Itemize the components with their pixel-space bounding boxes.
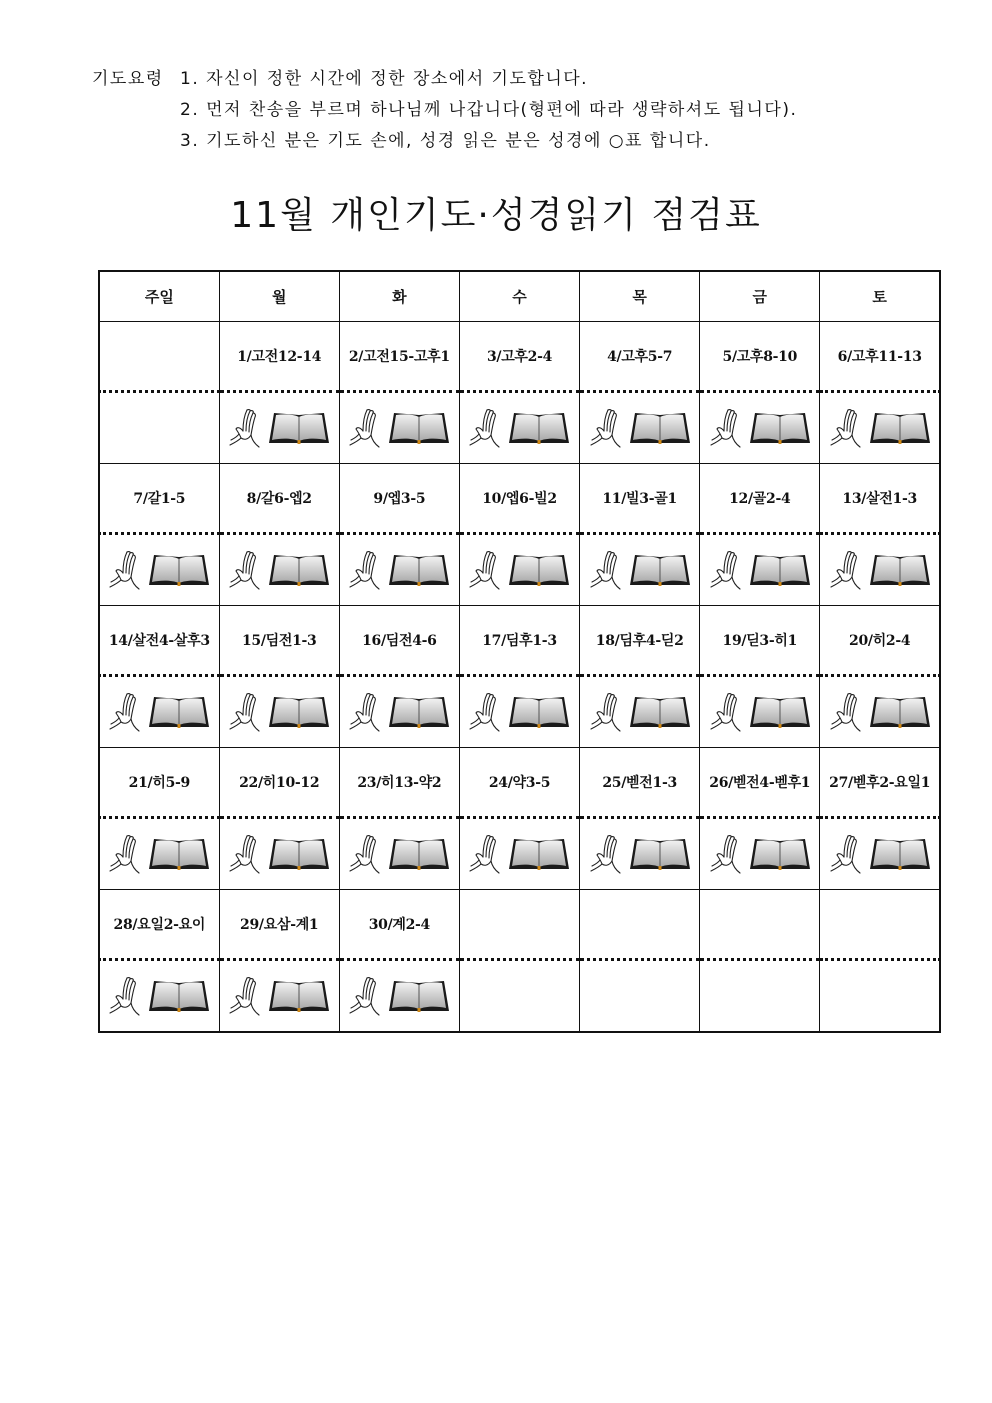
open-bible-icon[interactable] xyxy=(388,411,450,445)
open-bible-icon[interactable] xyxy=(869,837,931,871)
check-cell[interactable] xyxy=(219,534,339,606)
reading-cell: 27/벧후2-요일1 xyxy=(820,748,940,818)
open-bible-icon[interactable] xyxy=(268,553,330,587)
reading-row xyxy=(99,322,940,392)
check-icons xyxy=(460,407,579,449)
open-bible-icon[interactable] xyxy=(148,979,210,1013)
reading-cell: 21/히5-9 xyxy=(99,748,219,818)
praying-hands-icon[interactable] xyxy=(468,549,502,591)
praying-hands-icon[interactable] xyxy=(228,691,262,733)
praying-hands-icon[interactable] xyxy=(589,691,623,733)
open-bible-icon[interactable] xyxy=(869,553,931,587)
open-bible-icon[interactable] xyxy=(268,979,330,1013)
weekday-header-row xyxy=(99,271,940,322)
open-bible-icon[interactable] xyxy=(869,695,931,729)
weekday-header: 수 xyxy=(459,271,579,322)
praying-hands-icon[interactable] xyxy=(228,975,262,1017)
check-icons xyxy=(460,549,579,591)
check-icons xyxy=(220,549,339,591)
reading-cell: 2/고전15-고후1 xyxy=(339,322,459,392)
check-cell[interactable] xyxy=(459,818,579,890)
check-cell[interactable] xyxy=(459,392,579,464)
check-cell[interactable] xyxy=(99,676,219,748)
praying-hands-icon[interactable] xyxy=(468,833,502,875)
open-bible-icon[interactable] xyxy=(148,553,210,587)
reading-cell: 13/살전1-3 xyxy=(820,464,940,534)
praying-hands-icon[interactable] xyxy=(228,407,262,449)
reading-cell: 14/살전4-살후3 xyxy=(99,606,219,676)
weekday-header: 화 xyxy=(339,271,459,322)
praying-hands-icon[interactable] xyxy=(589,407,623,449)
instruction-item: 3. 기도하신 분은 기도 손에, 성경 읽은 분은 성경에 ○표 합니다. xyxy=(180,131,711,151)
check-cell[interactable] xyxy=(339,818,459,890)
check-icons xyxy=(100,549,219,591)
praying-hands-icon[interactable] xyxy=(348,407,382,449)
open-bible-icon[interactable] xyxy=(388,553,450,587)
reading-row xyxy=(99,748,940,818)
reading-cell: 24/약3-5 xyxy=(459,748,579,818)
check-cell[interactable] xyxy=(580,676,700,748)
reading-cell: 8/갈6-엡2 xyxy=(219,464,339,534)
praying-hands-icon[interactable] xyxy=(589,833,623,875)
reading-row xyxy=(99,890,940,960)
check-cell[interactable] xyxy=(459,676,579,748)
reading-cell: 4/고후5-7 xyxy=(580,322,700,392)
check-icons xyxy=(460,691,579,733)
check-cell[interactable] xyxy=(219,960,339,1033)
check-icons xyxy=(220,975,339,1017)
reading-cell: 5/고후8-10 xyxy=(700,322,820,392)
check-cell xyxy=(99,392,219,464)
praying-hands-icon[interactable] xyxy=(348,833,382,875)
reading-cell: 29/요삼-계1 xyxy=(219,890,339,960)
reading-cell: 9/엡3-5 xyxy=(339,464,459,534)
open-bible-icon[interactable] xyxy=(629,411,691,445)
praying-hands-icon[interactable] xyxy=(108,833,142,875)
open-bible-icon[interactable] xyxy=(749,695,811,729)
check-cell[interactable] xyxy=(339,676,459,748)
check-icons xyxy=(220,833,339,875)
check-icons xyxy=(340,833,459,875)
praying-hands-icon[interactable] xyxy=(709,833,743,875)
check-cell xyxy=(700,960,820,1033)
reading-cell: 26/벧전4-벧후1 xyxy=(700,748,820,818)
praying-hands-icon[interactable] xyxy=(829,407,863,449)
checkmark-row xyxy=(99,534,940,606)
open-bible-icon[interactable] xyxy=(388,837,450,871)
check-cell[interactable] xyxy=(700,676,820,748)
reading-cell xyxy=(820,890,940,960)
reading-cell: 20/히2-4 xyxy=(820,606,940,676)
check-icons xyxy=(580,833,699,875)
praying-hands-icon[interactable] xyxy=(108,549,142,591)
check-cell[interactable] xyxy=(700,818,820,890)
check-cell[interactable] xyxy=(820,534,940,606)
open-bible-icon[interactable] xyxy=(388,695,450,729)
reading-cell: 3/고후2-4 xyxy=(459,322,579,392)
check-cell[interactable] xyxy=(339,392,459,464)
praying-hands-icon[interactable] xyxy=(228,833,262,875)
check-cell[interactable] xyxy=(99,960,219,1033)
check-icons xyxy=(820,691,939,733)
check-icons xyxy=(460,833,579,875)
open-bible-icon[interactable] xyxy=(508,411,570,445)
check-cell[interactable] xyxy=(99,818,219,890)
open-bible-icon[interactable] xyxy=(629,837,691,871)
praying-hands-icon[interactable] xyxy=(709,549,743,591)
reading-cell: 22/히10-12 xyxy=(219,748,339,818)
check-cell[interactable] xyxy=(580,392,700,464)
check-icons xyxy=(340,691,459,733)
check-icons xyxy=(700,407,819,449)
reading-cell: 7/갈1-5 xyxy=(99,464,219,534)
weekday-header: 토 xyxy=(820,271,940,322)
weekday-header: 월 xyxy=(219,271,339,322)
reading-cell: 16/딤전4-6 xyxy=(339,606,459,676)
praying-hands-icon[interactable] xyxy=(829,549,863,591)
checkmark-row xyxy=(99,960,940,1033)
check-cell xyxy=(580,960,700,1033)
reading-cell xyxy=(99,322,219,392)
open-bible-icon[interactable] xyxy=(869,411,931,445)
reading-cell: 17/딤후1-3 xyxy=(459,606,579,676)
check-icons xyxy=(580,691,699,733)
reading-cell: 6/고후11-13 xyxy=(820,322,940,392)
check-icons xyxy=(340,407,459,449)
check-cell[interactable] xyxy=(700,534,820,606)
page-title: 11월 개인기도·성경읽기 점검표 xyxy=(230,195,762,236)
praying-hands-icon[interactable] xyxy=(468,691,502,733)
praying-hands-icon[interactable] xyxy=(709,407,743,449)
praying-hands-icon[interactable] xyxy=(348,975,382,1017)
check-cell[interactable] xyxy=(820,392,940,464)
reading-cell: 11/빌3-골1 xyxy=(580,464,700,534)
praying-hands-icon[interactable] xyxy=(468,407,502,449)
open-bible-icon[interactable] xyxy=(268,695,330,729)
check-icons xyxy=(340,549,459,591)
check-icons xyxy=(100,975,219,1017)
check-cell xyxy=(820,960,940,1033)
instruction-item: 2. 먼저 찬송을 부르며 하나님께 나갑니다(형편에 따라 생략하셔도 됩니다). xyxy=(180,100,798,120)
check-icons xyxy=(340,975,459,1017)
check-cell[interactable] xyxy=(219,676,339,748)
instruction-item: 1. 자신이 정한 시간에 정한 장소에서 기도합니다. xyxy=(180,69,589,89)
check-cell[interactable] xyxy=(700,392,820,464)
check-icons xyxy=(820,407,939,449)
praying-hands-icon[interactable] xyxy=(108,691,142,733)
reading-cell xyxy=(700,890,820,960)
check-icons xyxy=(220,691,339,733)
praying-hands-icon[interactable] xyxy=(829,691,863,733)
check-cell[interactable] xyxy=(820,818,940,890)
open-bible-icon[interactable] xyxy=(749,411,811,445)
reading-cell xyxy=(580,890,700,960)
check-icons xyxy=(580,407,699,449)
check-icons xyxy=(580,549,699,591)
check-icons xyxy=(100,691,219,733)
prayer-instructions xyxy=(92,64,797,157)
reading-cell xyxy=(459,890,579,960)
reading-cell: 23/히13-약2 xyxy=(339,748,459,818)
check-icons xyxy=(820,549,939,591)
open-bible-icon[interactable] xyxy=(749,553,811,587)
check-cell[interactable] xyxy=(820,676,940,748)
reading-cell: 12/골2-4 xyxy=(700,464,820,534)
praying-hands-icon[interactable] xyxy=(228,549,262,591)
check-icons xyxy=(700,549,819,591)
open-bible-icon[interactable] xyxy=(508,553,570,587)
instructions-lead: 기도요령 xyxy=(92,69,164,89)
praying-hands-icon[interactable] xyxy=(589,549,623,591)
open-bible-icon[interactable] xyxy=(508,695,570,729)
check-cell[interactable] xyxy=(219,818,339,890)
check-cell[interactable] xyxy=(580,818,700,890)
reading-row xyxy=(99,464,940,534)
reading-cell: 1/고전12-14 xyxy=(219,322,339,392)
open-bible-icon[interactable] xyxy=(629,553,691,587)
praying-hands-icon[interactable] xyxy=(709,691,743,733)
open-bible-icon[interactable] xyxy=(148,837,210,871)
check-cell[interactable] xyxy=(339,534,459,606)
check-icons xyxy=(700,691,819,733)
praying-hands-icon[interactable] xyxy=(829,833,863,875)
check-cell[interactable] xyxy=(580,534,700,606)
check-icons xyxy=(220,407,339,449)
praying-hands-icon[interactable] xyxy=(348,549,382,591)
weekday-header: 목 xyxy=(580,271,700,322)
reading-row xyxy=(99,606,940,676)
open-bible-icon[interactable] xyxy=(749,837,811,871)
weekday-header: 금 xyxy=(700,271,820,322)
checklist-table xyxy=(98,270,941,1033)
weekday-header: 주일 xyxy=(99,271,219,322)
check-cell xyxy=(459,960,579,1033)
praying-hands-icon[interactable] xyxy=(108,975,142,1017)
reading-cell: 18/딤후4-딛2 xyxy=(580,606,700,676)
open-bible-icon[interactable] xyxy=(268,837,330,871)
check-cell[interactable] xyxy=(99,534,219,606)
check-cell[interactable] xyxy=(339,960,459,1033)
open-bible-icon[interactable] xyxy=(388,979,450,1013)
checkmark-row xyxy=(99,818,940,890)
checkmark-row xyxy=(99,676,940,748)
check-icons xyxy=(700,833,819,875)
reading-cell: 25/벧전1-3 xyxy=(580,748,700,818)
open-bible-icon[interactable] xyxy=(508,837,570,871)
reading-cell: 19/딛3-히1 xyxy=(700,606,820,676)
open-bible-icon[interactable] xyxy=(148,695,210,729)
checkmark-row xyxy=(99,392,940,464)
check-icons xyxy=(100,833,219,875)
reading-cell: 30/계2-4 xyxy=(339,890,459,960)
praying-hands-icon[interactable] xyxy=(348,691,382,733)
reading-cell: 10/엡6-빌2 xyxy=(459,464,579,534)
open-bible-icon[interactable] xyxy=(268,411,330,445)
check-icons xyxy=(820,833,939,875)
reading-cell: 15/딤전1-3 xyxy=(219,606,339,676)
open-bible-icon[interactable] xyxy=(629,695,691,729)
reading-cell: 28/요일2-요이 xyxy=(99,890,219,960)
check-cell[interactable] xyxy=(219,392,339,464)
check-cell[interactable] xyxy=(459,534,579,606)
